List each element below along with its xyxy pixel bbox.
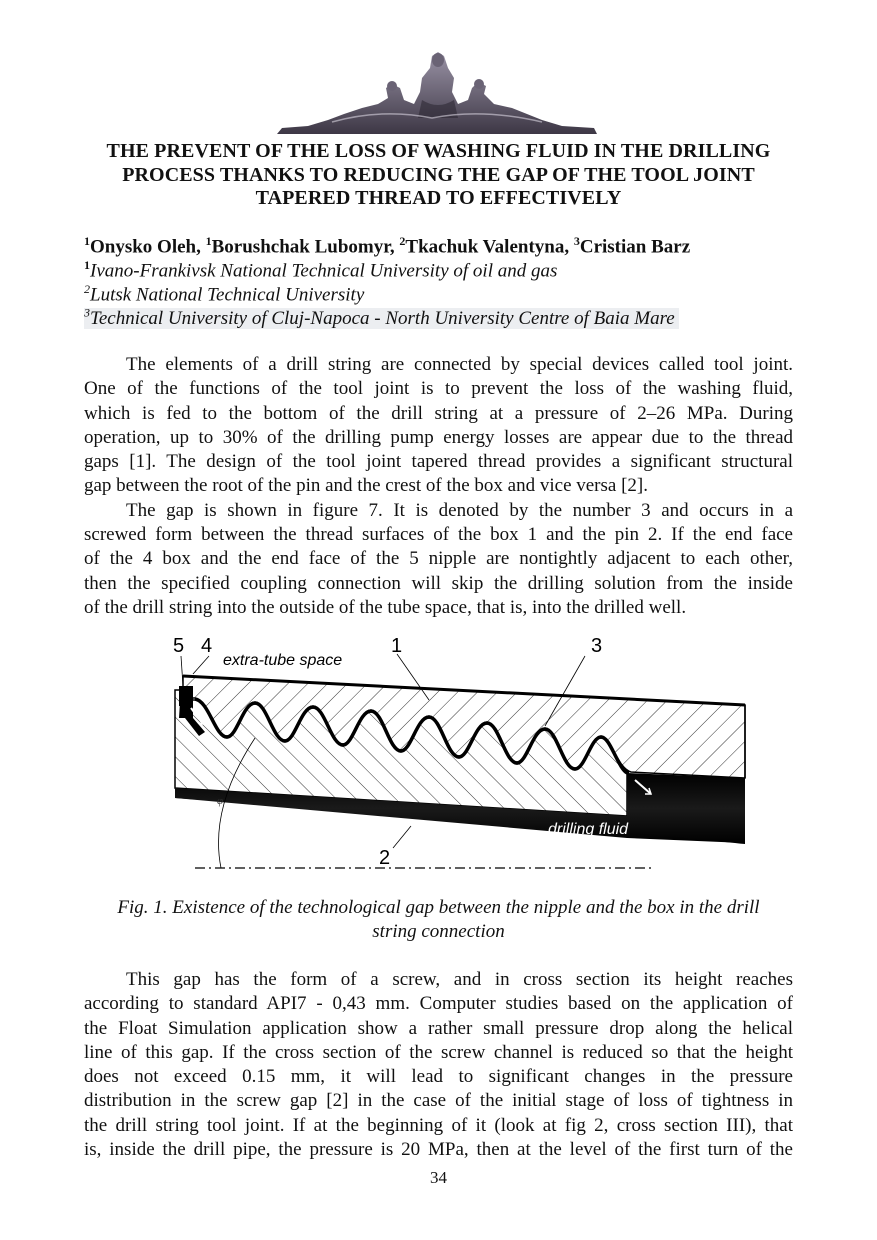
text-line: of the drill string into the outside of the tube space, that is, into the drilled well. — [84, 596, 687, 618]
affiliation-sup: 3 — [84, 306, 90, 320]
title-line: TAPERED THREAD TO EFFECTIVELY — [255, 187, 622, 209]
text-line: screwed form between the thread surfaces of the box 1 and the pin 2. If the end face — [84, 524, 793, 546]
author-name: Onysko Oleh, — [90, 236, 201, 258]
body-paragraph-2 — [84, 968, 793, 1162]
text-line: The gap is shown in figure 7. It is denoted by the number 3 and occurs in a — [126, 499, 793, 521]
paper-title — [60, 140, 817, 211]
label-4: 4 — [201, 635, 213, 657]
drilling-fluid-label: drilling fluid — [548, 821, 629, 838]
text-line: The elements of a drill string are connected by special devices called tool joint. — [126, 354, 793, 375]
text-line: gaps [1]. The design of the tool joint tapered thread provides a significant structural — [84, 451, 793, 473]
text-line: is, inside the drill pipe, the pressure is 20 MPa, then at the level of the first turn of the — [84, 1139, 793, 1161]
text-line: then the specified coupling connection will skip the drilling solution from the inside — [84, 572, 793, 594]
sculpture-group-logo — [272, 48, 602, 140]
author-name: Borushchak Lubomyr, — [211, 236, 395, 258]
text-line: according to standard API7 - 0,43 mm. Computer studies based on the application of — [84, 993, 793, 1015]
affiliation-sup: 2 — [84, 282, 90, 296]
title-line: PROCESS THANKS TO REDUCING THE GAP OF THE TOOL JOINT — [122, 163, 755, 186]
affiliation-text: Ivano-Frankivsk National Technical University of oil and gas — [90, 260, 558, 282]
author-sup: 1 — [84, 234, 90, 248]
title-line: THE PREVENT OF THE LOSS OF WASHING FLUID IN THE DRILLING — [106, 140, 771, 162]
label-2: 2 — [379, 847, 391, 869]
page-number: 34 — [430, 1168, 447, 1187]
thread-gap-figure — [165, 628, 765, 873]
text-line: of the 4 box and the end face of the 5 nipple are nontightly adjacent to each other, — [84, 548, 793, 570]
affiliation-sup: 1 — [84, 258, 90, 272]
text-line: line of this gap. If the cross section of the screw channel is reduced so that the height — [84, 1041, 793, 1063]
author-sup: 3 — [573, 234, 580, 248]
author-sup: 1 — [205, 234, 212, 248]
affiliation-1 — [84, 258, 557, 282]
text-line: One of the functions of the tool joint is to prevent the loss of the washing fluid, — [84, 378, 793, 400]
author-sup: 2 — [399, 234, 406, 248]
affiliation-3 — [84, 306, 679, 330]
label-3: 3 — [591, 635, 603, 657]
figure-caption — [84, 896, 793, 944]
phi-label: φ — [217, 795, 224, 807]
text-line: does not exceed 0.15 mm, it will lead to significant changes in the pressure — [84, 1066, 793, 1088]
affiliation-2 — [84, 282, 364, 306]
label-1: 1 — [391, 635, 403, 657]
affiliation-text: Technical University of Cluj-Napoca - North University Centre of Baia Mare — [90, 308, 675, 330]
text-line: distribution in the screw gap [2] in the case of the initial stage of loss of tightness in — [84, 1090, 793, 1112]
text-line: the Float Simulation application show a rather small pressure drop along the helical — [84, 1017, 793, 1039]
text-line: gap between the root of the pin and the crest of the box and vice versa [2]. — [84, 475, 648, 497]
caption-line: Fig. 1. Existence of the technological gap between the nipple and the box in the drill — [117, 897, 760, 918]
author-name: Tkachuk Valentyna, — [405, 236, 570, 258]
caption-line: string connection — [372, 921, 505, 942]
authors-line — [84, 234, 690, 258]
affiliation-text: Lutsk National Technical University — [90, 284, 365, 306]
label-5: 5 — [173, 635, 185, 657]
body-paragraph-1 — [84, 353, 793, 620]
text-line: the drill string tool joint. If at the beginning of it (look at fig 2, cross section III), that — [84, 1114, 793, 1136]
extra-tube-space-label: extra-tube space — [223, 652, 343, 669]
text-line: which is fed to the bottom of the drill string at a pressure of 2–26 MPa. During — [84, 402, 793, 424]
author-name: Cristian Barz — [579, 236, 691, 258]
text-line: This gap has the form of a screw, and in cross section its height reaches — [126, 969, 793, 990]
text-line: operation, up to 30% of the drilling pump energy losses are appear due to the thread — [84, 426, 793, 448]
